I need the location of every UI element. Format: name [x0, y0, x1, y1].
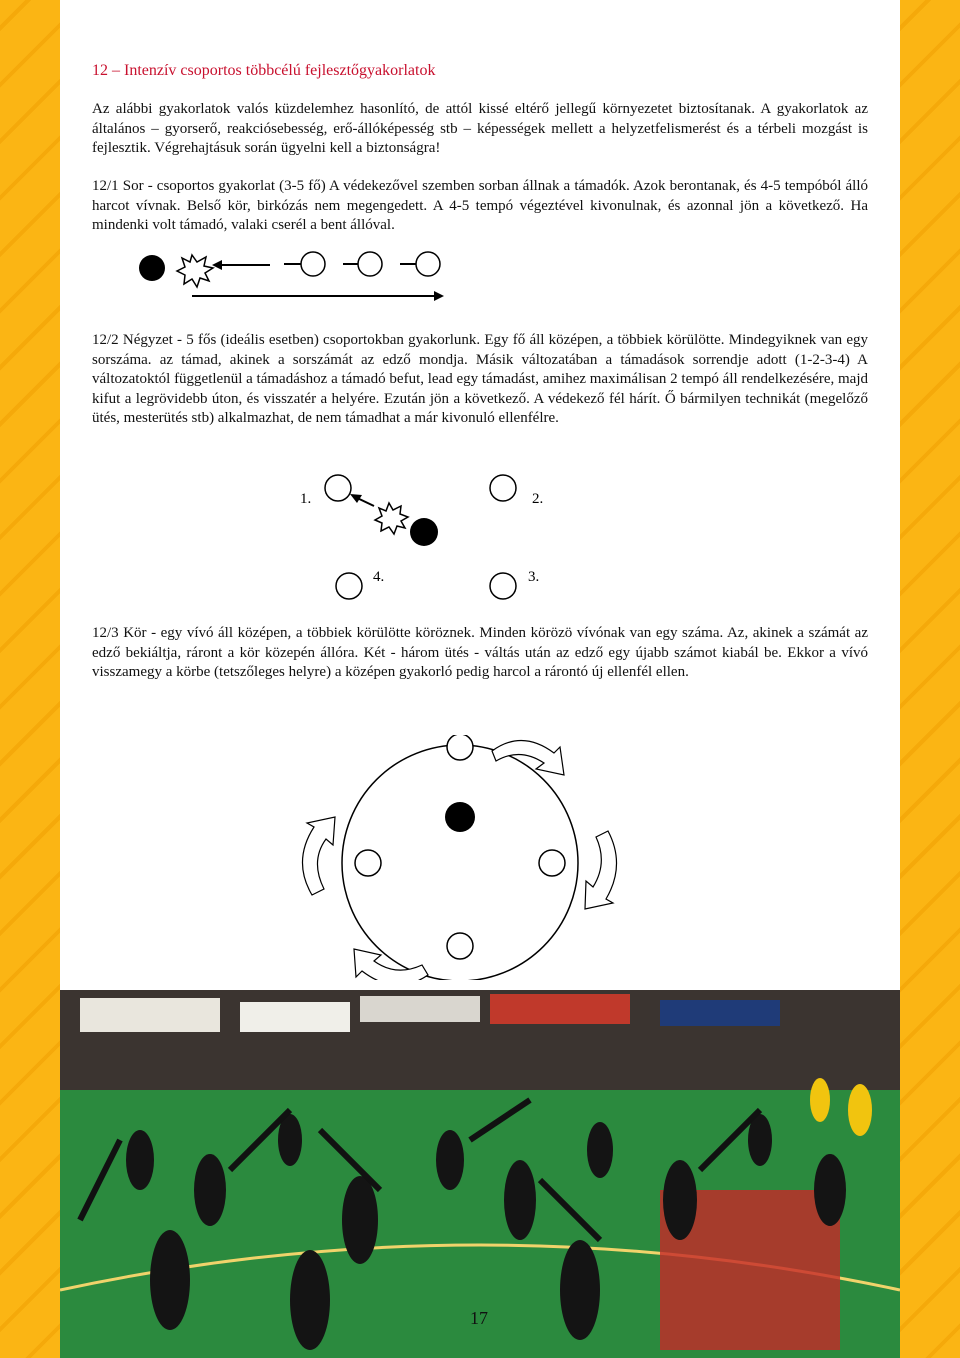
exercise-12-3-paragraph: 12/3 Kör - egy vívó áll középen, a többiek körülötte köröznek. Minden körözö vívónak van egy száma. Az, akinek a számát az edző bekiáltja, ráront a kör közepén állóra. Két - három ütés - váltás után az edző egy újabb számot kiabál be. Ekkor a vívó visszamegy a körbe (tetszőleges helyre) a középen gyakorló pedig harcol a rárontó új ellenfél ellen.: [92, 625, 868, 680]
page: [60, 0, 900, 1358]
decorative-border-left: [0, 0, 60, 1358]
attacker-circle: [336, 573, 362, 599]
defender-circle: [410, 518, 438, 546]
label-one: 1.: [300, 491, 312, 507]
attacker-circle: [490, 475, 516, 501]
attacker-circle: [358, 252, 382, 276]
attacker-circle: [325, 475, 351, 501]
line-drill-diagram: [60, 245, 900, 310]
attacker-circle: [447, 933, 473, 959]
attacker-circle: [416, 252, 440, 276]
attacker-circle: [490, 573, 516, 599]
label-two: 2.: [532, 491, 544, 507]
label-three: 3.: [528, 569, 540, 585]
rotation-arrow-left: [302, 817, 335, 895]
attacker-circle: [301, 252, 325, 276]
page-number: 17: [470, 1308, 488, 1328]
center-fighter-circle: [445, 802, 475, 832]
attacker-circle: [447, 735, 473, 760]
attacker-circle: [355, 850, 381, 876]
clash-icon: [375, 503, 408, 534]
exercise-12-1-paragraph: 12/1 Sor - csoportos gyakorlat (3-5 fő) A védekezővel szemben sorban állnak a támadók. Azok berontanak, és 4-5 tempóból álló harcot vívnak. Belső kör, birkózás nem megengedett. A 4-5 tempó végeztével kivonulnak, és azonnal jön a következő. Ha mindenki volt támadó, valaki cserél a bent állóval.: [92, 178, 868, 233]
intro-paragraph: Az alábbi gyakorlatok valós küzdelemhez hasonlító, de attól kissé eltérő jellegű környezetet biztosítanak. A gyakorlatok az általános – gyorserő, reakciósebesség, erő-állóképesség stb – képességek mellett a helyzetfelismerést és a térbeli mozgást is fejlesztik. Végrehajtásuk során ügyelni kell a biztonságra!: [92, 101, 868, 156]
section-title: 12 – Intenzív csoportos többcélú fejlesztőgyakorlatok: [92, 62, 436, 79]
decorative-border-right: [900, 0, 960, 1358]
attacker-circle: [539, 850, 565, 876]
rotation-arrow-right: [585, 831, 617, 909]
square-drill-diagram: [60, 470, 900, 610]
label-four: 4.: [373, 569, 385, 585]
training-photo: [60, 990, 900, 1358]
defender-circle: [139, 255, 165, 281]
exercise-12-2-paragraph: 12/2 Négyzet - 5 fős (ideális esetben) csoportokban gyakorlunk. Egy fő áll középen, a többiek körülötte. Mindegyiknek van egy sorszáma. az támad, akinek a sorszámát az edző mondja. Másik változatában a támadások sorrendje adott (1-2-3-4) A változatoktól függetlenül a támadáshoz a támadó befut, lead egy támadást, amihez maximálisan 2 tempó áll rendelkezésére, majd kifut a legrövidebb úton, és visszatér a helyére. Ezután jön a következő. A védekező fél hárít. Ő bármilyen technikát (megelőző ütés, mesterütés stb) alkalmazhat, de nem támadhat a már kivonuló ellenfélre.: [92, 332, 868, 426]
clash-icon: [177, 255, 213, 287]
circle-drill-diagram: [60, 735, 900, 980]
